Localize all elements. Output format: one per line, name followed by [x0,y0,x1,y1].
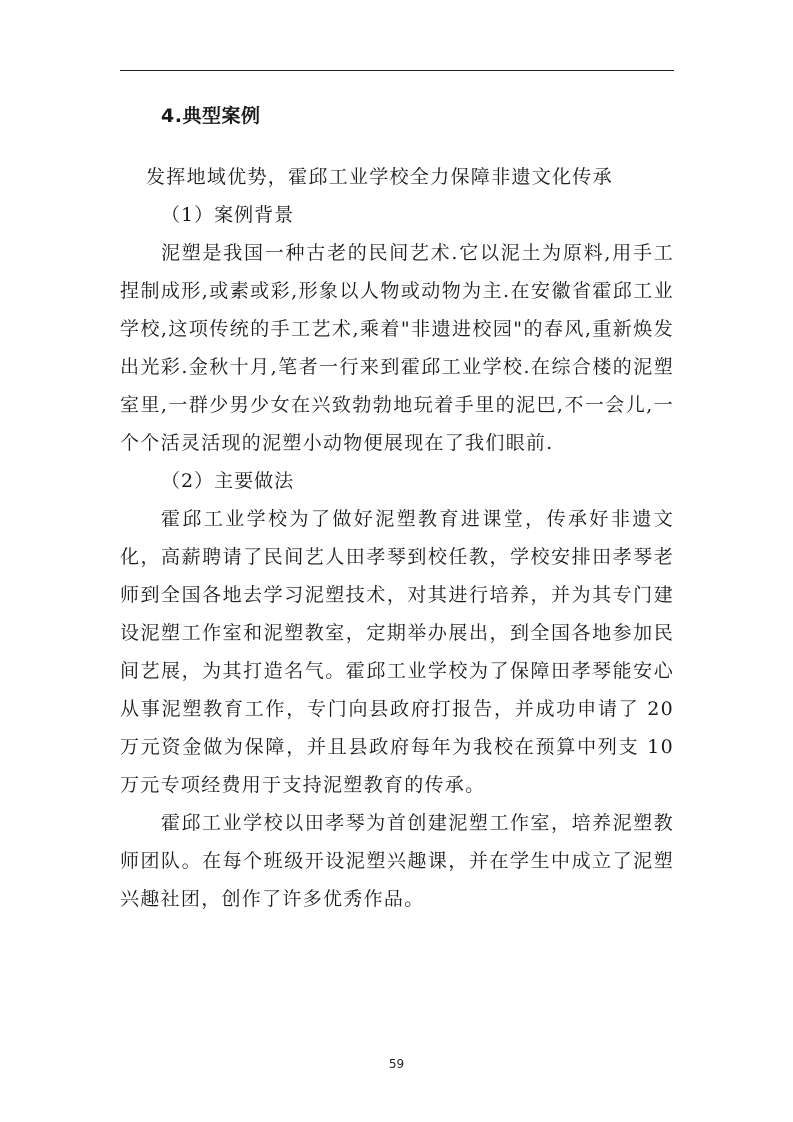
practices-paragraph-2: 霍邱工业学校以田孝琴为首创建泥塑工作室，培养泥塑教师团队。在每个班级开设泥塑兴趣课，并在学生中成立了泥塑兴趣社团，创作了许多优秀作品。 [120,812,674,910]
background-paragraph: 泥塑是我国一种古老的民间艺术.它以泥土为原料,用手工捏制成形,或素或彩,形象以人物或动物为主.在安徽省霍邱工业学校,这项传统的手工艺术,乘着"非遗进校园"的春风,重新焕发出光彩.金秋十月,笔者一行来到霍邱工业学校.在综合楼的泥塑室里,一群少男少女在兴致勃勃地玩着手里的泥巴,不一会儿,一个个活灵活现的泥塑小动物便展现在了我们眼前. [120,242,674,454]
practices-label: （2）主要做法 [161,470,295,492]
page-content [120,96,674,918]
section-heading: 4.典型案例 [161,105,261,127]
case-title: 发挥地域优势，霍邱工业学校全力保障非遗文化传承 [146,166,613,188]
background-label: （1）案例背景 [161,204,295,226]
header-rule [120,70,674,71]
page-number: 59 [388,1057,405,1071]
practices-paragraph-1: 霍邱工业学校为了做好泥塑教育进课堂，传承好非遗文化，高薪聘请了民间艺人田孝琴到校任教，学校安排田孝琴老师到全国各地去学习泥塑技术，对其进行培养，并为其专门建设泥塑工作室和泥塑教室，定期举办展出，到全国各地参加民间艺展，为其打造名气。霍邱工业学校为了保障田孝琴能安心从事泥塑教育工作，专门向县政府打报告，并成功申请了 20 万元资金做为保障，并且县政府每年为我校在预算中列支 10 万元专项经费用于支持泥塑教育的传承。 [120,508,674,796]
